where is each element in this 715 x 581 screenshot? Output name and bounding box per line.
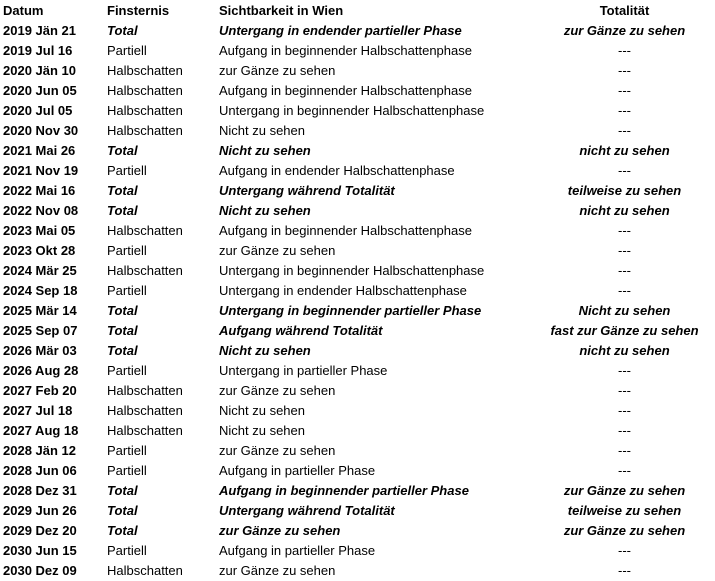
- table-row: [0, 401, 715, 421]
- cell-visibility: Untergang in endender Halbschattenphase: [219, 283, 467, 298]
- cell-totality: ---: [618, 63, 631, 78]
- table-row: [0, 281, 715, 301]
- cell-totality: zur Gänze zu sehen: [563, 483, 686, 498]
- cell-date: 2022 Nov 08: [3, 203, 79, 218]
- cell-totality: ---: [618, 83, 631, 98]
- table-row: [0, 161, 715, 181]
- table-row: [0, 121, 715, 141]
- table-row: [0, 261, 715, 281]
- cell-date: 2030 Jun 15: [3, 543, 77, 558]
- table-row: [0, 321, 715, 341]
- header-visibility: Sichtbarkeit in Wien: [219, 2, 344, 18]
- cell-totality: ---: [618, 423, 631, 438]
- cell-eclipse-type: Halbschatten: [107, 63, 183, 78]
- cell-eclipse-type: Halbschatten: [107, 263, 183, 278]
- cell-visibility: Nicht zu sehen: [219, 403, 305, 418]
- table-row: [0, 241, 715, 261]
- cell-totality: ---: [618, 243, 631, 258]
- cell-visibility: Nicht zu sehen: [219, 203, 311, 218]
- cell-date: 2020 Jul 05: [3, 103, 73, 118]
- cell-eclipse-type: Halbschatten: [107, 223, 183, 238]
- cell-visibility: Untergang während Totalität: [219, 183, 395, 198]
- cell-date: 2023 Okt 28: [3, 243, 76, 258]
- cell-visibility: Untergang in partieller Phase: [219, 363, 388, 378]
- cell-visibility: Aufgang in beginnender Halbschattenphase: [219, 83, 472, 98]
- cell-date: 2025 Mär 14: [3, 303, 77, 318]
- cell-eclipse-type: Halbschatten: [107, 423, 183, 438]
- cell-totality: Nicht zu sehen: [578, 303, 671, 318]
- cell-visibility: Untergang in beginnender Halbschattenphase: [219, 103, 485, 118]
- cell-totality: zur Gänze zu sehen: [563, 523, 686, 538]
- cell-eclipse-type: Total: [107, 323, 138, 338]
- cell-totality: ---: [618, 443, 631, 458]
- table-row: [0, 21, 715, 41]
- table-row: [0, 441, 715, 461]
- cell-eclipse-type: Halbschatten: [107, 403, 183, 418]
- cell-eclipse-type: Partiell: [107, 463, 147, 478]
- cell-visibility: Aufgang in partieller Phase: [219, 543, 376, 558]
- cell-date: 2028 Jun 06: [3, 463, 77, 478]
- cell-totality: ---: [618, 403, 631, 418]
- cell-totality: nicht zu sehen: [579, 343, 670, 358]
- cell-visibility: Untergang in endender partieller Phase: [219, 23, 462, 38]
- cell-visibility: Aufgang in partieller Phase: [219, 463, 376, 478]
- cell-totality: nicht zu sehen: [579, 203, 670, 218]
- cell-eclipse-type: Partiell: [107, 363, 147, 378]
- header-eclipse-type: Finsternis: [107, 2, 170, 18]
- cell-visibility: Aufgang in endender Halbschattenphase: [219, 163, 455, 178]
- cell-totality: ---: [618, 463, 631, 478]
- cell-totality: ---: [618, 543, 631, 558]
- cell-date: 2026 Aug 28: [3, 363, 79, 378]
- cell-eclipse-type: Total: [107, 503, 138, 518]
- cell-eclipse-type: Total: [107, 483, 138, 498]
- cell-eclipse-type: Partiell: [107, 543, 147, 558]
- cell-visibility: Untergang in beginnender partieller Phase: [219, 303, 482, 318]
- cell-eclipse-type: Halbschatten: [107, 103, 183, 118]
- cell-eclipse-type: Partiell: [107, 283, 147, 298]
- cell-visibility: zur Gänze zu sehen: [219, 63, 336, 78]
- cell-date: 2027 Aug 18: [3, 423, 79, 438]
- table-row: [0, 481, 715, 501]
- cell-eclipse-type: Halbschatten: [107, 83, 183, 98]
- cell-date: 2028 Jän 12: [3, 443, 77, 458]
- cell-totality: ---: [618, 383, 631, 398]
- cell-visibility: Aufgang in beginnender partieller Phase: [219, 483, 469, 498]
- cell-date: 2019 Jän 21: [3, 23, 77, 38]
- table-row: [0, 101, 715, 121]
- cell-eclipse-type: Total: [107, 183, 138, 198]
- cell-date: 2019 Jul 16: [3, 43, 73, 58]
- cell-totality: nicht zu sehen: [579, 143, 670, 158]
- table-row: [0, 501, 715, 521]
- cell-visibility: Untergang während Totalität: [219, 503, 395, 518]
- cell-totality: zur Gänze zu sehen: [563, 23, 686, 38]
- cell-date: 2021 Nov 19: [3, 163, 79, 178]
- cell-eclipse-type: Partiell: [107, 43, 147, 58]
- cell-visibility: Aufgang in beginnender Halbschattenphase: [219, 223, 472, 238]
- cell-date: 2026 Mär 03: [3, 343, 77, 358]
- table-row: [0, 541, 715, 561]
- header-totality: Totalität: [599, 2, 650, 18]
- cell-totality: ---: [618, 363, 631, 378]
- cell-eclipse-type: Partiell: [107, 243, 147, 258]
- cell-eclipse-type: Total: [107, 23, 138, 38]
- cell-date: 2025 Sep 07: [3, 323, 78, 338]
- cell-date: 2030 Dez 09: [3, 563, 77, 578]
- cell-eclipse-type: Halbschatten: [107, 563, 183, 578]
- cell-visibility: Nicht zu sehen: [219, 143, 311, 158]
- cell-date: 2029 Jun 26: [3, 503, 77, 518]
- cell-visibility: zur Gänze zu sehen: [219, 383, 336, 398]
- cell-date: 2024 Sep 18: [3, 283, 78, 298]
- table-row: [0, 341, 715, 361]
- cell-totality: ---: [618, 163, 631, 178]
- table-row: [0, 521, 715, 541]
- cell-visibility: zur Gänze zu sehen: [219, 443, 336, 458]
- table-row: [0, 181, 715, 201]
- cell-visibility: zur Gänze zu sehen: [219, 563, 336, 578]
- table-row: [0, 561, 715, 581]
- table-row: [0, 381, 715, 401]
- table-row: [0, 201, 715, 221]
- cell-eclipse-type: Total: [107, 303, 138, 318]
- table-row: [0, 141, 715, 161]
- cell-totality: ---: [618, 223, 631, 238]
- cell-date: 2027 Feb 20: [3, 383, 77, 398]
- header-date: Datum: [3, 2, 44, 18]
- cell-date: 2027 Jul 18: [3, 403, 73, 418]
- table-row: [0, 61, 715, 81]
- cell-visibility: Nicht zu sehen: [219, 123, 305, 138]
- cell-date: 2022 Mai 16: [3, 183, 76, 198]
- cell-date: 2020 Jun 05: [3, 83, 77, 98]
- table-row: [0, 421, 715, 441]
- cell-totality: ---: [618, 103, 631, 118]
- table-row: [0, 221, 715, 241]
- cell-eclipse-type: Total: [107, 143, 138, 158]
- cell-totality: ---: [618, 563, 631, 578]
- cell-totality: teilweise zu sehen: [567, 503, 682, 518]
- cell-visibility: Nicht zu sehen: [219, 343, 311, 358]
- table-row: [0, 461, 715, 481]
- cell-visibility: zur Gänze zu sehen: [219, 523, 341, 538]
- cell-eclipse-type: Halbschatten: [107, 123, 183, 138]
- cell-eclipse-type: Total: [107, 523, 138, 538]
- cell-date: 2028 Dez 31: [3, 483, 77, 498]
- cell-totality: ---: [618, 263, 631, 278]
- cell-totality: fast zur Gänze zu sehen: [550, 323, 699, 338]
- cell-visibility: Aufgang während Totalität: [219, 323, 383, 338]
- cell-visibility: Aufgang in beginnender Halbschattenphase: [219, 43, 472, 58]
- cell-eclipse-type: Partiell: [107, 163, 147, 178]
- cell-totality: ---: [618, 43, 631, 58]
- cell-date: 2020 Jän 10: [3, 63, 77, 78]
- cell-eclipse-type: Halbschatten: [107, 383, 183, 398]
- table-header: [0, 0, 715, 21]
- cell-date: 2029 Dez 20: [3, 523, 77, 538]
- cell-totality: teilweise zu sehen: [567, 183, 682, 198]
- cell-visibility: Untergang in beginnender Halbschattenphase: [219, 263, 485, 278]
- cell-totality: ---: [618, 283, 631, 298]
- cell-visibility: zur Gänze zu sehen: [219, 243, 336, 258]
- cell-date: 2020 Nov 30: [3, 123, 79, 138]
- table-body: [0, 21, 715, 581]
- table-row: [0, 81, 715, 101]
- cell-date: 2021 Mai 26: [3, 143, 76, 158]
- cell-date: 2024 Mär 25: [3, 263, 77, 278]
- cell-visibility: Nicht zu sehen: [219, 423, 305, 438]
- cell-eclipse-type: Total: [107, 343, 138, 358]
- table-row: [0, 361, 715, 381]
- cell-eclipse-type: Total: [107, 203, 138, 218]
- header-row: [0, 0, 715, 21]
- table-row: [0, 301, 715, 321]
- cell-date: 2023 Mai 05: [3, 223, 76, 238]
- cell-totality: ---: [618, 123, 631, 138]
- table-row: [0, 41, 715, 61]
- cell-eclipse-type: Partiell: [107, 443, 147, 458]
